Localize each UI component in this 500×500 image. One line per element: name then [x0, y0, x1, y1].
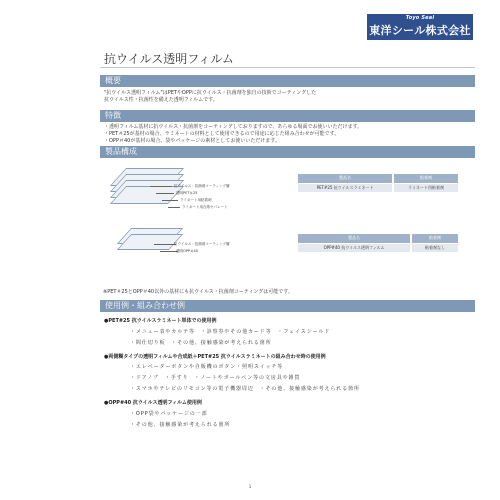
diagram2-label-opp: 透明OPP＃40: [176, 249, 198, 253]
logo-subtitle: Toyo Seal: [405, 15, 435, 21]
features-line-2: ・PET＃25が基材の場合、ラミネートの材料として使用できるので用途に応じた組み合わせが可能です。: [104, 131, 340, 137]
logo-company-name: 東洋シール株式会社: [369, 24, 471, 37]
company-logo: [367, 14, 473, 40]
usage-group-3-title: ●OPP#40 抗ウイルス透明フィルム使用例: [104, 400, 202, 406]
product-table-pet: [298, 174, 458, 192]
usage-group-1-item-2: ・間仕切り板 ・その他、接触感染が考えられる箇所: [130, 340, 272, 346]
table1-header-product: 製品名: [298, 174, 393, 183]
diagram1-label-adhesive: ラミネート用粘着剤: [180, 198, 212, 202]
features-line-3: ・OPP＃40が基材の場合、袋やパッケージの素材としてお使いいただけます。: [104, 138, 280, 144]
page-number: 1: [248, 484, 252, 489]
section-heading-features: 特徴: [100, 110, 475, 122]
usage-group-3-item-1: ・OPP袋やパッケージの一部: [130, 411, 208, 417]
diagram1-label-pet: 透明PET＃25: [176, 191, 198, 195]
usage-group-2-item-2: ・ドアノブ ・手すり ・ノートやボールペン等の文房具や雑貨: [130, 375, 301, 381]
table1-product-name: PET#25 抗ウイルスラミネート: [298, 183, 393, 192]
usage-group-1-title: ●PET#25 抗ウイルスラミネート単体での使用例: [104, 318, 217, 324]
overview-line-1: "抗ウイルス透明フィルム"はPETやOPPに抗ウイルス・抗菌剤を独自の技術でコーティングした: [104, 90, 317, 96]
title-divider: [100, 67, 475, 68]
overview-line-2: 抗ウイルス性・抗菌性を備えた透明フィルムです。: [104, 97, 218, 103]
page-title: 抗ウイルス透明フィルム: [104, 52, 234, 66]
diagram1-label-separator: ラミネート用台紙セパレート: [182, 205, 228, 209]
table2-header-adhesive: 粘着剤: [411, 234, 458, 243]
diagram1-label-coating: 抗ウイルス・抗菌剤コーティング層: [174, 184, 230, 188]
table2-product-name: OPP#40 抗ウイルス透明フィルム: [298, 243, 411, 252]
usage-group-1-item-1: ・メニュー表やカルテ等 ・診察券やその他カード等 ・フェイスシールド: [130, 329, 331, 335]
table1-adhesive: ラミネート用粘着剤: [393, 183, 458, 192]
features-line-1: ・透明フィルム基材に抗ウイルス・抗菌剤をコーティングしておりますので、あらゆる場面でお使いいただけます。: [104, 124, 363, 130]
usage-group-2-item-3: ・スマホやテレビのリモコン等の電子機器周辺 ・その他、接触感染が考えられる箇所: [130, 386, 360, 392]
usage-group-2-title: ●両側糊タイプの透明フィルムや合成紙＋PET#25 抗ウイルスラミネートの組み合わせ時の使用例: [104, 354, 326, 360]
usage-group-3-item-2: ・その他、接触感染が考えられる箇所: [130, 422, 231, 428]
table1-header-adhesive: 粘着剤: [393, 174, 458, 183]
table2-adhesive: 粘着剤なし: [411, 243, 458, 252]
product-table-opp: [298, 234, 458, 252]
diagram2-label-coating: 抗ウイルス・抗菌剤コーティング層: [174, 242, 230, 246]
section-heading-composition: 製品構成: [100, 146, 475, 158]
section-heading-overview: 概要: [100, 75, 475, 87]
table2-header-product: 製品名: [298, 234, 411, 243]
composition-note: ※PET＃25とOPP＃40以外の基材にも抗ウイルス・抗菌剤コーティングは可能です。: [103, 289, 293, 295]
usage-group-2-item-1: ・エレベーターボタンや自販機のボタン・照明スイッチ等: [130, 364, 284, 370]
section-heading-usage: 使用例・組み合わせ例: [100, 300, 475, 312]
